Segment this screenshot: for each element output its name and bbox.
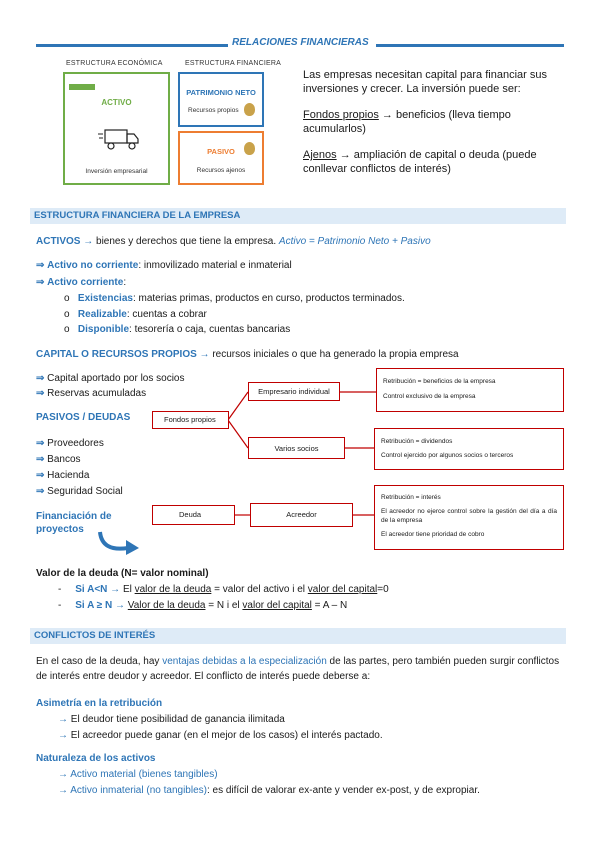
- col-head-financiera: ESTRUCTURA FINANCIERA: [185, 60, 281, 67]
- cond-label: Si A<N: [75, 584, 108, 595]
- acreedor-box: [250, 503, 353, 527]
- sub-item-label: Existencias: [77, 293, 133, 304]
- desc-line: Control ejercido por algunos socios o terceros: [381, 452, 514, 459]
- acreedor-desc-box: [374, 485, 564, 550]
- double-arrow-icon: ⇒: [36, 388, 45, 399]
- arrow-icon: →: [80, 236, 94, 247]
- varios-socios-label: Varios socios: [274, 444, 319, 453]
- empresario-desc-box: [376, 368, 564, 412]
- valor-term: valor de la deuda: [134, 584, 212, 595]
- section-heading-estructura: ESTRUCTURA FINANCIERA DE LA EMPRESA: [30, 208, 566, 224]
- capital-label: CAPITAL O RECURSOS PROPIOS: [36, 349, 197, 360]
- ajenos-text: ampliación de capital o deuda (puede conllevar conflictos de interés): [303, 149, 537, 175]
- valor-text: = valor del activo i el: [211, 584, 308, 595]
- desc-line: El acreedor tiene prioridad de cobro: [381, 531, 485, 538]
- asimetria-item: [58, 729, 383, 742]
- acreedor-label: Acreedor: [286, 510, 317, 519]
- ajenos-term: Ajenos: [303, 149, 337, 161]
- arrow-icon: →: [107, 584, 121, 595]
- asimetria-heading: Asimetría en la retribución: [36, 698, 163, 709]
- activos-text: bienes y derechos que tiene la empresa.: [93, 236, 279, 247]
- asimetria-text: El acreedor puede ganar (en el mejor de los casos) el interés pactado.: [70, 730, 383, 741]
- valor-text: = N i el: [205, 600, 243, 611]
- activos-label: ACTIVOS: [36, 236, 81, 247]
- bullet-icon: o: [64, 324, 70, 335]
- arrow-icon: →: [58, 785, 68, 796]
- bullet-icon: o: [64, 293, 70, 304]
- empresario-box: [248, 382, 340, 401]
- empresario-label: Empresario individual: [258, 387, 330, 396]
- naturaleza-heading: Naturaleza de los activos: [36, 753, 156, 764]
- double-arrow-icon: ⇒: [36, 438, 45, 449]
- no-corriente-text: : inmovilizado material e inmaterial: [138, 260, 292, 271]
- desc-line: Control exclusivo de la empresa: [383, 393, 476, 400]
- para-highlight: ventajas debidas a la especialización: [162, 656, 327, 667]
- desc-line: El acreedor no ejerce control sobre la gestión del día a día de la empresa: [381, 508, 557, 524]
- no-corriente-label: Activo no corriente: [47, 260, 139, 271]
- section-heading-conflictos: CONFLICTOS DE INTERÉS: [30, 628, 566, 644]
- arrow-icon: →: [58, 714, 68, 725]
- arrow-icon: →: [58, 769, 68, 780]
- double-arrow-icon: ⇒: [36, 260, 45, 271]
- pasivo-item-text: Hacienda: [47, 470, 90, 481]
- valor-line-2: [58, 599, 347, 612]
- activo-caption: Inversión empresarial: [85, 168, 148, 175]
- arrow-icon: →: [112, 600, 126, 611]
- valor-text: El: [120, 584, 135, 595]
- sub-item-text: : cuentas a cobrar: [126, 309, 207, 320]
- naturaleza-text: : es difícil de valorar ex-ante y vender ex-post, y de expropiar.: [206, 785, 480, 796]
- valor-term: valor del capital: [307, 584, 378, 595]
- fondos-propios-label: Fondos propios: [164, 415, 216, 424]
- pasivo-item-text: Seguridad Social: [47, 486, 123, 497]
- valor-text: =0: [377, 584, 389, 595]
- double-arrow-icon: ⇒: [36, 277, 45, 288]
- capital-text: recursos iniciales o que ha generado la propia empresa: [209, 349, 459, 360]
- page-title: RELACIONES FINANCIERAS: [232, 37, 369, 48]
- bullet-icon: o: [64, 309, 70, 320]
- fondos-text: beneficios (lleva tiempo acumularlos): [303, 109, 511, 135]
- conflictos-paragraph: [36, 654, 564, 684]
- desc-line: Retribución = beneficios de la empresa: [383, 378, 496, 385]
- dash-icon: -: [58, 584, 62, 595]
- naturaleza-term: Activo inmaterial (no tangibles): [70, 785, 207, 796]
- pasivo-item-text: Proveedores: [47, 438, 104, 449]
- capital-item-text: Reservas acumuladas: [47, 388, 147, 399]
- socios-desc-box: [374, 428, 564, 470]
- sub-item-text: : tesorería o caja, cuentas bancarias: [129, 324, 291, 335]
- valor-line-1: [58, 583, 389, 596]
- dash-icon: -: [58, 600, 62, 611]
- sub-item-label: Realizable: [77, 309, 127, 320]
- arrow-icon: →: [336, 149, 351, 161]
- pasivo-label: PASIVO: [207, 147, 235, 156]
- activos-formula: Activo = Patrimonio Neto + Pasivo: [278, 236, 431, 247]
- cond-label: Si A ≥ N: [75, 600, 113, 611]
- intro-text: Las empresas necesitan capital para financiar sus inversiones y crecer. La inversión puede ser:: [303, 69, 547, 95]
- fondos-propios-box: [152, 411, 229, 429]
- corriente-label: Activo corriente: [47, 277, 124, 288]
- capital-item-text: Capital aportado por los socios: [47, 373, 185, 384]
- financiacion-label: Financiación de proyectos: [36, 511, 112, 535]
- double-arrow-icon: ⇒: [36, 486, 45, 497]
- sub-item-label: Disponible: [77, 324, 130, 335]
- double-arrow-icon: ⇒: [36, 454, 45, 465]
- double-arrow-icon: ⇒: [36, 470, 45, 481]
- pasivos-label: PASIVOS / DEUDAS: [36, 412, 131, 423]
- naturaleza-item: [58, 784, 480, 797]
- fondos-term: Fondos propios: [303, 109, 379, 121]
- para-text: de las partes, pero también pueden surgir conflictos de interés entre deudor y acreedor. El conflicto de interés puede deberse a:: [36, 656, 560, 682]
- valor-term: valor del capital: [242, 600, 312, 611]
- valor-text: = A – N: [311, 600, 348, 611]
- naturaleza-item: [58, 768, 218, 781]
- sub-item-text: : materias primas, productos en curso, productos terminados.: [132, 293, 405, 304]
- arrow-icon: →: [196, 349, 210, 360]
- desc-line: Retribución = interés: [381, 494, 441, 501]
- asimetria-item: [58, 713, 285, 726]
- asimetria-text: El deudor tiene posibilidad de ganancia ilimitada: [70, 714, 285, 725]
- deuda-box: [152, 505, 235, 525]
- desc-line: Retribución = dividendos: [381, 438, 453, 445]
- patrimonio-label: PATRIMONIO NETO: [186, 88, 256, 97]
- deuda-label: Deuda: [179, 510, 202, 519]
- pasivo-item-text: Bancos: [47, 454, 81, 465]
- para-text: En el caso de la deuda, hay: [36, 656, 163, 667]
- patrimonio-caption: Recursos propios: [188, 107, 239, 114]
- pasivo-caption: Recursos ajenos: [196, 167, 246, 174]
- col-head-economica: ESTRUCTURA ECONÓMICA: [66, 60, 163, 67]
- valor-heading: Valor de la deuda (N= valor nominal): [36, 568, 209, 579]
- varios-socios-box: [248, 437, 345, 459]
- activo-label: ACTIVO: [101, 98, 132, 107]
- valor-term: Valor de la deuda: [127, 600, 206, 611]
- arrow-icon: →: [58, 730, 68, 741]
- arrow-icon: →: [378, 109, 393, 121]
- corriente-text: :: [123, 277, 127, 288]
- double-arrow-icon: ⇒: [36, 373, 45, 384]
- naturaleza-text: Activo material (bienes tangibles): [70, 769, 218, 780]
